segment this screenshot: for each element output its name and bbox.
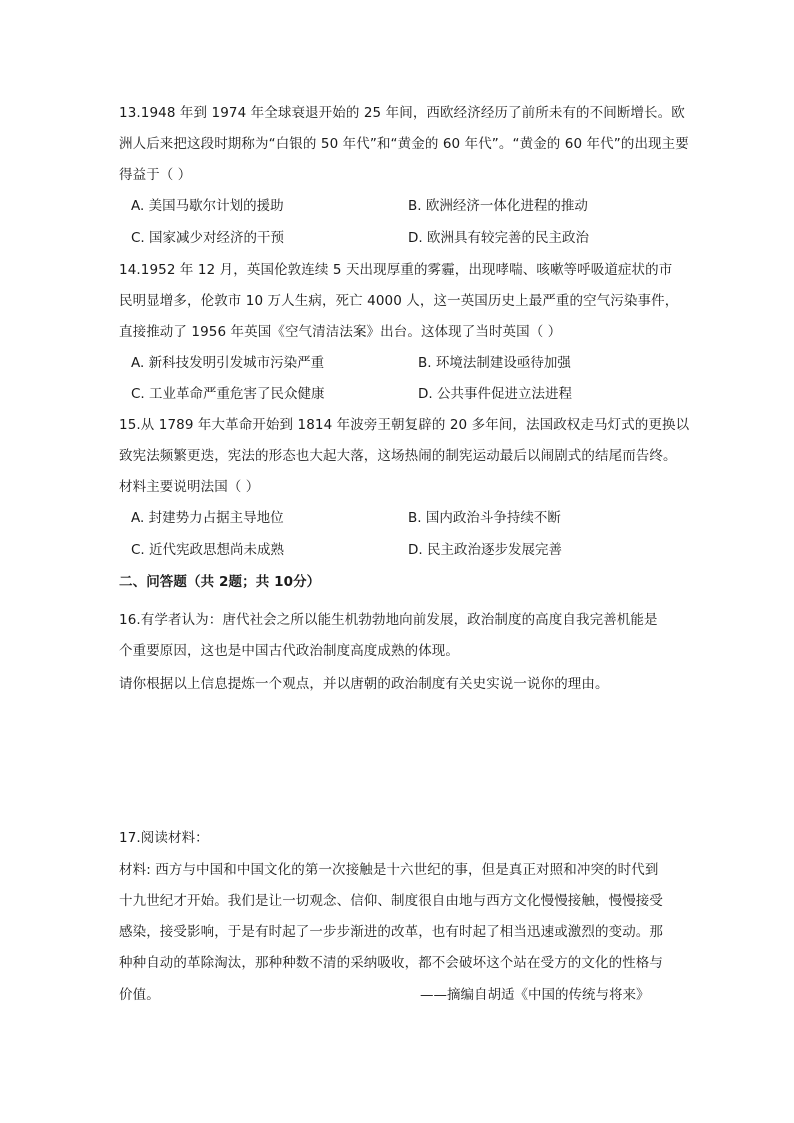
q13-stem-line-1: 13.1948 年到 1974 年全球衰退开始的 25 年间，西欧经济经历了前所未有的不间断增长。欧 [119, 105, 685, 121]
q14-stem-line-1: 14.1952 年 12 月，英国伦敦连续 5 天出现厚重的雾霾，出现哮喘、咳嗽等呼吸道症状的市 [119, 262, 673, 278]
q16-stem-line-3: 请你根据以上信息提炼一个观点，并以唐朝的政治制度有关史实说一说你的理由。 [119, 676, 609, 692]
q15-stem-line-2: 致宪法频繁更迭，宪法的形态也大起大落，这场热闹的制宪运动最后以闹剧式的结尾而告终。 [119, 448, 677, 464]
q13-option-a: A. 美国马歇尔计划的援助 [131, 198, 284, 214]
q17-attribution: ——摘编自胡适《中国的传统与将来》 [420, 987, 650, 1003]
q17-material-line-3: 感染，接受影响，于是有时起了一步步渐进的改革，也有时起了相当迅速或激烈的变动。那 [119, 924, 663, 940]
q16-stem-line-1: 16.有学者认为：唐代社会之所以能生机勃勃地向前发展，政治制度的高度自我完善机能是 [119, 612, 658, 628]
q14-stem-line-2: 民明显增多，伦敦市 10 万人生病，死亡 4000 人，这一英国历史上最严重的空气污染事件， [119, 293, 679, 309]
q14-stem-line-3: 直接推动了 1956 年英国《空气清洁法案》出台。这体现了当时英国（ ） [119, 324, 562, 340]
q17-heading: 17.阅读材料： [119, 830, 209, 846]
q15-option-c: C. 近代宪政思想尚未成熟 [131, 542, 285, 558]
q17-material-line-4: 种种自动的革除淘汰，那种种数不清的采纳吸收，都不会破坏这个站在受方的文化的性格与 [119, 955, 663, 971]
section-title: 二、问答题（共 2题；共 10分） [119, 574, 321, 590]
q15-option-b: B. 国内政治斗争持续不断 [408, 510, 561, 526]
q14-option-c: C. 工业革命严重危害了民众健康 [131, 386, 325, 402]
q16-stem-line-2: 个重要原因，这也是中国古代政治制度高度成熟的体现。 [119, 643, 459, 659]
q13-stem-line-2: 洲人后来把这段时期称为“白银的 50 年代”和“黄金的 60 年代”。“黄金的 60 年代”的出现主要 [119, 136, 689, 152]
q13-option-b: B. 欧洲经济一体化进程的推动 [408, 198, 588, 214]
q13-stem-line-3: 得益于（ ） [119, 167, 192, 183]
q17-material-line-1: 材料: 西方与中国和中国文化的第一次接触是十六世纪的事，但是真正对照和冲突的时代到 [119, 862, 659, 878]
q15-stem-line-1: 15.从 1789 年大革命开始到 1814 年波旁王朝复辟的 20 多年间，法国政权走马灯式的更换以 [119, 417, 690, 433]
q14-option-b: B. 环境法制建设亟待加强 [418, 355, 571, 371]
q14-option-a: A. 新科技发明引发城市污染严重 [131, 355, 325, 371]
q15-stem-line-3: 材料主要说明法国（ ） [119, 479, 260, 495]
q17-material-line-5: 价值。 [119, 987, 160, 1003]
q13-option-c: C. 国家减少对经济的干预 [131, 230, 285, 246]
q17-material-line-2: 十九世纪才开始。我们是让一切观念、信仰、制度很自由地与西方文化慢慢接触，慢慢接受 [119, 893, 663, 909]
q13-option-d: D. 欧洲具有较完善的民主政治 [408, 230, 589, 246]
q15-option-a: A. 封建势力占据主导地位 [131, 510, 284, 526]
q15-option-d: D. 民主政治逐步发展完善 [408, 542, 562, 558]
q14-option-d: D. 公共事件促进立法进程 [418, 386, 572, 402]
